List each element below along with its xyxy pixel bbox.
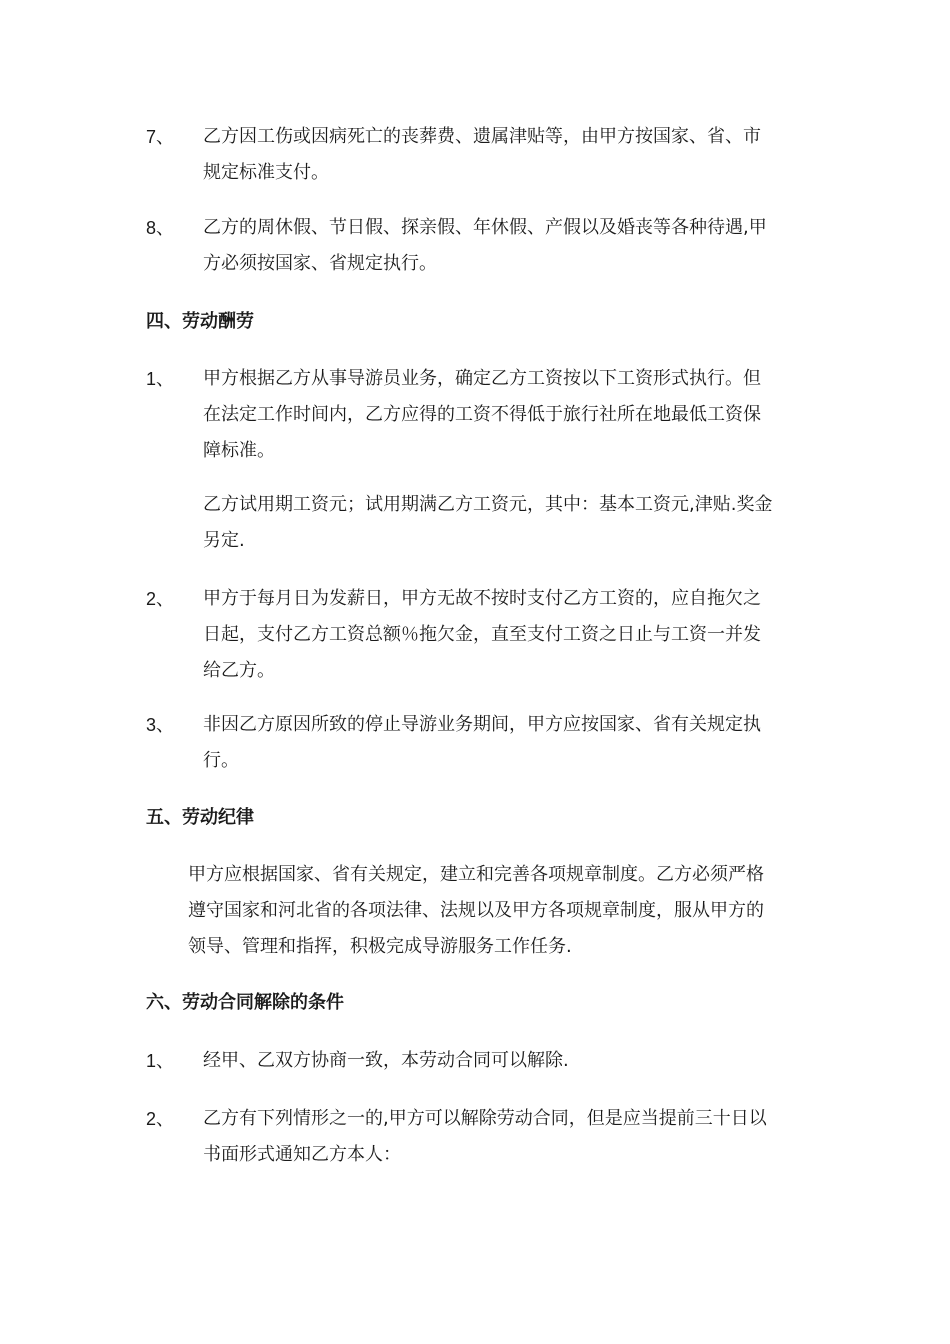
clause-4-2	[146, 581, 816, 689]
clause-3-8	[146, 210, 816, 282]
clause-6-1	[146, 1043, 816, 1079]
clause-text: 非因乙方原因所致的停止导游业务期间，甲方应按国家、省有关规定执 行。	[203, 714, 761, 771]
salary-note: 乙方试用期工资元；试用期满乙方工资元，其中：基本工资元,津贴.奖金 另定.	[203, 494, 773, 551]
clause-text: 乙方因工伤或因病死亡的丧葬费、遗属津贴等，由甲方按国家、省、市 规定标准支付。	[203, 126, 761, 183]
clause-text: 甲方根据乙方从事导游员业务，确定乙方工资按以下工资形式执行。但 在法定工作时间内，乙方应得的工资不得低于旅行社所在地最低工资保 障标准。	[203, 368, 761, 461]
clause-number: 1、	[146, 1051, 175, 1071]
clause-text: 乙方有下列情形之一的,甲方可以解除劳动合同，但是应当提前三十日以 书面形式通知乙方本人：	[203, 1108, 767, 1165]
section-heading-5: 五、劳动纪律	[146, 807, 254, 828]
clause-4-3	[146, 707, 816, 779]
clause-number: 2、	[146, 589, 175, 609]
clause-4-1	[146, 361, 816, 469]
clause-number: 3、	[146, 715, 175, 735]
discipline-paragraph: 甲方应根据国家、省有关规定，建立和完善各项规章制度。乙方必须严格 遵守国家和河北省的各项法律、法规以及甲方各项规章制度，服从甲方的 领导、管理和指挥，积极完成导游服务工作任务.	[188, 864, 764, 957]
clause-number: 8、	[146, 218, 175, 238]
clause-text: 经甲、乙双方协商一致，本劳动合同可以解除.	[203, 1050, 569, 1071]
clause-3-7	[146, 119, 816, 191]
clause-6-2	[146, 1101, 816, 1173]
section-heading-6: 六、劳动合同解除的条件	[146, 992, 344, 1013]
section-heading-4: 四、劳动酬劳	[146, 311, 254, 332]
clause-text: 甲方于每月日为发薪日，甲方无故不按时支付乙方工资的，应自拖欠之 日起，支付乙方工资总额％拖欠金，直至支付工资之日止与工资一并发 给乙方。	[203, 588, 761, 681]
clause-number: 7、	[146, 127, 175, 147]
clause-number: 2、	[146, 1109, 175, 1129]
clause-number: 1、	[146, 369, 175, 389]
clause-text: 乙方的周休假、节日假、探亲假、年休假、产假以及婚丧等各种待遇,甲 方必须按国家、省规定执行。	[203, 217, 767, 274]
